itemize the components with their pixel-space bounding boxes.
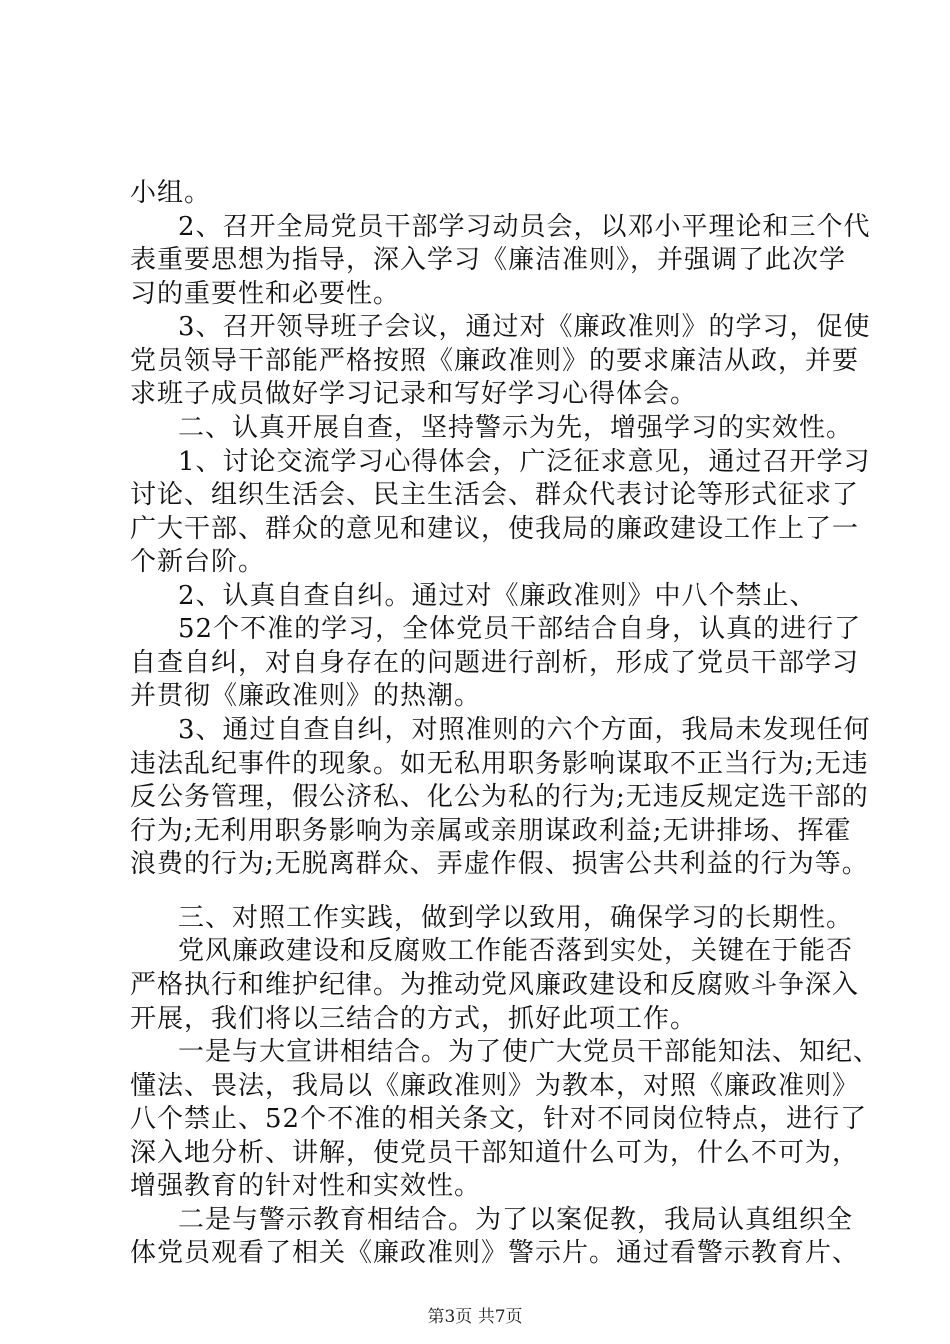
text-line: 广大干部、群众的意见和建议，使我局的廉政建设工作上了一 [130, 514, 860, 544]
text-line: 体党员观看了相关《廉政准则》警示片。通过看警示教育片、 [130, 1238, 860, 1268]
page-footer: 第3页 共7页 [427, 1307, 523, 1327]
text-line: 3、通过自查自纠，对照准则的六个方面，我局未发现任何 [178, 715, 871, 745]
text-line: 党风廉政建设和反腐败工作能否落到实处，关键在于能否 [178, 936, 854, 966]
text-line: 2、召开全局党员干部学习动员会，以邓小平理论和三个代 [178, 212, 871, 242]
text-line: 浪费的行为;无脱离群众、弄虚作假、损害公共利益的行为等。 [130, 849, 869, 879]
text-line: 讨论、组织生活会、民主生活会、群众代表讨论等形式征求了 [130, 480, 860, 510]
text-line: 2、认真自查自纠。通过对《廉政准则》中八个禁止、 [178, 581, 817, 611]
text-line: 习的重要性和必要性。 [130, 279, 401, 309]
text-line: 表重要思想为指导，深入学习《廉洁准则》，并强调了此次学 [130, 245, 847, 275]
section-heading: 三、对照工作实践，做到学以致用，确保学习的长期性。 [178, 903, 854, 933]
text-line: 个新台阶。 [130, 547, 266, 577]
text-line: 深入地分析、讲解，使党员干部知道什么可为，什么不可为， [130, 1138, 860, 1168]
text-line: 并贯彻《廉政准则》的热潮。 [130, 681, 482, 711]
section-heading: 二、认真开展自查，坚持警示为先，增强学习的实效性。 [178, 413, 854, 443]
text-line: 懂法、畏法，我局以《廉政准则》为教本，对照《廉政准则》 [130, 1071, 860, 1101]
text-line: 行为;无利用职务影响为亲属或亲朋谋政利益;无讲排场、挥霍 [130, 816, 852, 846]
text-line: 52个不准的学习，全体党员干部结合自身，认真的进行了 [178, 614, 862, 644]
text-line: 党员领导干部能严格按照《廉政准则》的要求廉洁从政，并要 [130, 346, 860, 376]
text-line: 求班子成员做好学习记录和写好学习心得体会。 [130, 379, 698, 409]
text-line: 增强教育的针对性和实效性。 [130, 1171, 482, 1201]
text-line: 小组。 [130, 178, 212, 208]
text-line: 违法乱纪事件的现象。如无私用职务影响谋取不正当行为;无违 [130, 749, 869, 779]
text-line: 一是与大宣讲相结合。为了使广大党员干部能知法、知纪、 [178, 1037, 881, 1067]
text-line: 开展，我们将以三结合的方式，抓好此项工作。 [130, 1004, 698, 1034]
text-line: 1、讨论交流学习心得体会，广泛征求意见，通过召开学习 [178, 447, 871, 477]
text-line: 3、召开领导班子会议，通过对《廉政准则》的学习，促使 [178, 312, 871, 342]
text-line: 二是与警示教育相结合。为了以案促教，我局认真组织全 [178, 1205, 854, 1235]
text-line: 严格执行和维护纪律。为推动党风廉政建设和反腐败斗争深入 [130, 970, 860, 1000]
text-line: 反公务管理，假公济私、化公为私的行为;无违反规定选干部的 [130, 782, 869, 812]
text-line: 八个禁止、52个不准的相关条文，针对不同岗位特点，进行了 [130, 1104, 868, 1134]
text-line: 自查自纠，对自身存在的问题进行剖析，形成了党员干部学习 [130, 648, 860, 678]
